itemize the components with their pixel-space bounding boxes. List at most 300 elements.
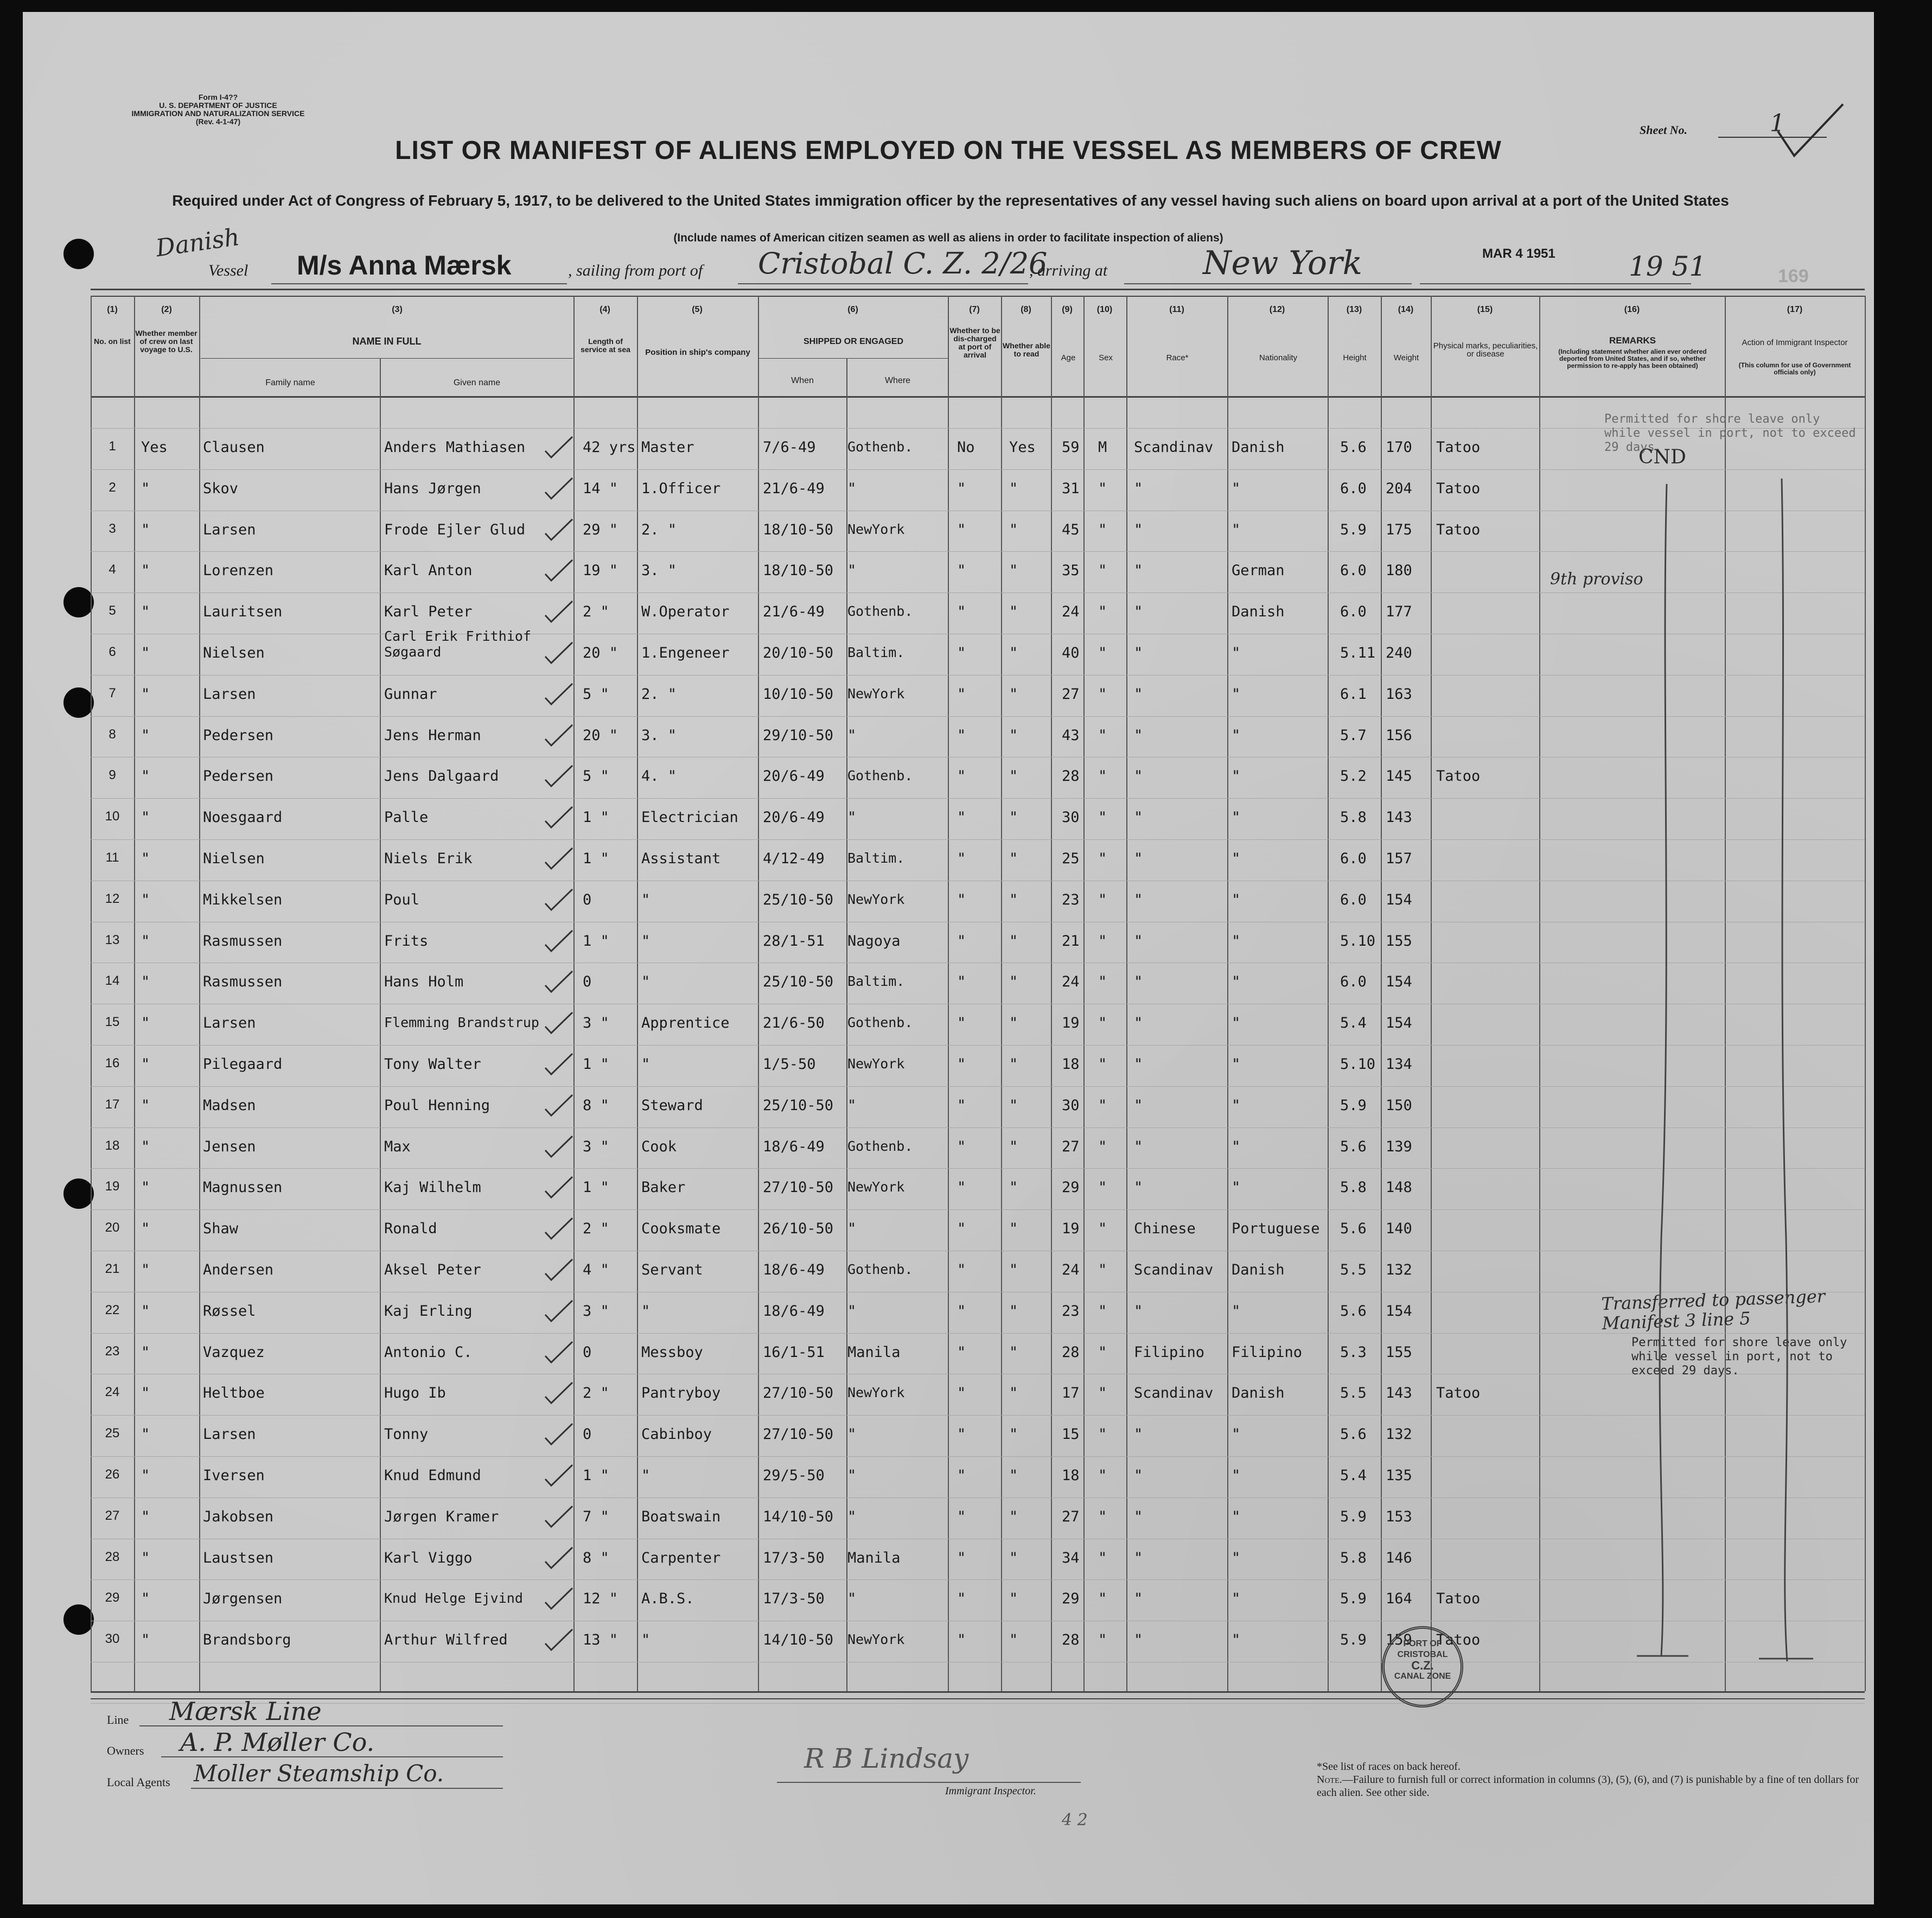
cell-given: Hans Jørgen xyxy=(384,480,481,497)
cell-marks: Tatoo xyxy=(1436,1385,1481,1402)
column-divider xyxy=(758,296,759,1691)
cell-where: Gothenb. xyxy=(847,439,913,455)
header-length-service: Length of service at sea xyxy=(581,337,630,354)
cell-where: NewYork xyxy=(847,1385,905,1401)
cell-race: " xyxy=(1134,932,1143,950)
arrival-year: 19 51 xyxy=(1629,251,1707,282)
cell-read: " xyxy=(1009,973,1018,991)
cell-height: 5.9 xyxy=(1340,1590,1367,1608)
cell-given: Tonny xyxy=(384,1426,429,1443)
cell-where: NewYork xyxy=(847,1632,905,1648)
cell-weight: 154 xyxy=(1386,1302,1412,1320)
cell-no: 23 xyxy=(105,1343,120,1359)
cell-where: " xyxy=(847,562,857,579)
cell-family: Noesgaard xyxy=(203,809,283,826)
cell-marks: Tatoo xyxy=(1436,1632,1481,1649)
vessel-underline xyxy=(271,283,567,284)
cell-weight: 159 xyxy=(1386,1632,1412,1649)
cell-height: 6.0 xyxy=(1340,850,1367,867)
header-age: Age xyxy=(1061,353,1076,362)
cell-race: " xyxy=(1134,727,1143,744)
cell-service: 8 " xyxy=(583,1097,609,1114)
footer-agents-label: Local Agents xyxy=(107,1775,170,1789)
cell-no: 5 xyxy=(109,603,116,619)
cell-sex: " xyxy=(1098,1097,1107,1114)
table-top-line xyxy=(91,289,1865,290)
cell-read: " xyxy=(1009,645,1018,661)
check-mark-icon xyxy=(543,1298,575,1326)
vessel-nationality-handwritten: Danish xyxy=(154,223,241,263)
column-number: (10) xyxy=(1096,305,1113,314)
check-mark-icon xyxy=(543,1134,575,1161)
cell-sex: " xyxy=(1098,685,1107,703)
cell-nationality: " xyxy=(1232,1302,1241,1320)
check-mark-icon xyxy=(543,805,575,832)
cell-when: 14/10-50 xyxy=(763,1508,834,1525)
cell-given: Poul Henning xyxy=(384,1097,490,1114)
note-label: Note. xyxy=(1317,1774,1342,1786)
cell-height: 6.1 xyxy=(1340,685,1367,703)
cell-read: " xyxy=(1009,521,1018,538)
penalty-note xyxy=(1317,1773,1859,1799)
cell-where: " xyxy=(847,1097,857,1114)
check-mark-icon xyxy=(543,723,575,750)
cell-height: 5.10 xyxy=(1340,932,1376,950)
cell-no: 25 xyxy=(105,1426,120,1441)
cell-race: " xyxy=(1134,1467,1143,1484)
cell-service: 42 yrs xyxy=(583,439,636,456)
cell-family: Andersen xyxy=(203,1261,274,1278)
remark-typed-bottom: Permitted for shore leave only while vessel in port, not to exceed 29 days. xyxy=(1631,1336,1847,1378)
column-divider xyxy=(134,296,135,1691)
check-mark-icon xyxy=(543,681,575,709)
cell-height: 6.0 xyxy=(1340,603,1367,621)
column-number: (8) xyxy=(1021,305,1031,314)
cell-when: 17/3-50 xyxy=(763,1590,825,1608)
cell-given: Niels Erik xyxy=(384,850,473,867)
cell-no: 2 xyxy=(109,480,116,495)
cell-family: Pedersen xyxy=(203,768,274,785)
cell-member: " xyxy=(141,521,150,538)
cell-member: " xyxy=(141,603,150,621)
cell-discharged: " xyxy=(957,1426,966,1443)
cell-read: " xyxy=(1009,1508,1018,1525)
cell-nationality: " xyxy=(1232,1179,1241,1196)
cell-race: " xyxy=(1134,521,1143,538)
cell-race: " xyxy=(1134,973,1143,991)
cell-member: Yes xyxy=(141,439,168,456)
cell-no: 15 xyxy=(105,1015,120,1030)
cell-weight: 156 xyxy=(1386,727,1412,744)
footer-line-value: Mærsk Line xyxy=(169,1697,322,1726)
cell-no: 30 xyxy=(105,1632,120,1647)
cell-member: " xyxy=(141,1302,150,1320)
cell-position: " xyxy=(641,1467,651,1484)
cell-discharged: " xyxy=(957,521,966,538)
punch-hole xyxy=(63,587,94,617)
cell-family: Nielsen xyxy=(203,645,265,661)
cell-service: 1 " xyxy=(583,1056,609,1073)
cell-sex: " xyxy=(1098,1590,1107,1608)
cell-when: 18/10-50 xyxy=(763,521,834,538)
cell-marks: Tatoo xyxy=(1436,480,1481,497)
cell-service: 14 " xyxy=(583,480,619,497)
cell-weight: 150 xyxy=(1386,1097,1412,1114)
cell-no: 26 xyxy=(105,1467,120,1482)
cell-where: Baltim. xyxy=(847,973,905,990)
cell-no: 29 xyxy=(105,1590,120,1605)
cell-no: 9 xyxy=(109,768,116,783)
cell-height: 5.6 xyxy=(1340,439,1367,456)
cell-member: " xyxy=(141,932,150,950)
cell-when: 1/5-50 xyxy=(763,1056,816,1073)
department: U. S. DEPARTMENT OF JUSTICE xyxy=(159,101,277,110)
cell-age: 23 xyxy=(1062,1302,1080,1320)
header-member-last-voyage: Whether member of crew on last voyage to U.S. xyxy=(135,329,197,354)
header-when: When xyxy=(791,376,814,385)
cell-age: 45 xyxy=(1062,521,1080,538)
arrival-date-stamp: MAR 4 1951 xyxy=(1482,246,1555,261)
cell-position: 1.Officer xyxy=(641,480,721,497)
cell-age: 28 xyxy=(1062,1632,1080,1649)
cell-given: Karl Anton xyxy=(384,562,473,579)
check-mark-icon xyxy=(543,887,575,914)
cell-race: " xyxy=(1134,1549,1143,1566)
check-mark-icon xyxy=(543,1052,575,1079)
cell-weight: 155 xyxy=(1386,1343,1412,1361)
cell-family: Lauritsen xyxy=(203,603,283,621)
cell-when: 21/6-50 xyxy=(763,1015,825,1032)
cell-marks: Tatoo xyxy=(1436,1590,1481,1608)
cell-family: Larsen xyxy=(203,1426,256,1443)
cell-given: Carl Erik Frithiof Søgaard xyxy=(384,628,531,660)
cell-where: " xyxy=(847,1426,857,1443)
table-bottom-line xyxy=(91,1691,1865,1693)
vessel-name: M/s Anna Mærsk xyxy=(297,250,512,281)
cell-family: Shaw xyxy=(203,1220,239,1238)
cell-service: 1 " xyxy=(583,1467,609,1484)
cell-position: Pantryboy xyxy=(641,1385,721,1402)
cell-read: " xyxy=(1009,891,1018,908)
cell-weight: 148 xyxy=(1386,1179,1412,1196)
cell-nationality: " xyxy=(1232,727,1241,744)
cell-height: 5.7 xyxy=(1340,727,1367,744)
cell-sex: " xyxy=(1098,1179,1107,1196)
cell-discharged: " xyxy=(957,1590,966,1608)
cell-position: Cooksmate xyxy=(641,1220,721,1238)
cell-service: 20 " xyxy=(583,645,619,661)
cell-service: 5 " xyxy=(583,685,609,703)
cell-age: 19 xyxy=(1062,1220,1080,1238)
cell-nationality: Danish xyxy=(1232,1261,1285,1278)
cell-nationality: " xyxy=(1232,1097,1241,1114)
races-note: *See list of races on back hereof. xyxy=(1317,1761,1461,1773)
cell-service: 4 " xyxy=(583,1261,609,1278)
cell-discharged: " xyxy=(957,480,966,497)
check-mark-icon xyxy=(543,476,575,503)
column-number: (5) xyxy=(692,305,703,314)
service: IMMIGRATION AND NATURALIZATION SERVICE xyxy=(131,109,305,118)
bottom-mark: 4 2 xyxy=(1062,1811,1088,1830)
cell-position: 3. " xyxy=(641,727,677,744)
cell-age: 35 xyxy=(1062,562,1080,579)
cell-where: Gothenb. xyxy=(847,1015,913,1031)
cell-read: " xyxy=(1009,1220,1018,1238)
cell-age: 27 xyxy=(1062,1138,1080,1155)
cell-height: 5.3 xyxy=(1340,1343,1367,1361)
cell-member: " xyxy=(141,1138,150,1155)
cell-given: Kaj Erling xyxy=(384,1302,473,1320)
sailing-underline xyxy=(738,283,1028,284)
cell-when: 20/10-50 xyxy=(763,645,834,661)
cell-discharged: " xyxy=(957,1261,966,1278)
cell-weight: 135 xyxy=(1386,1467,1412,1484)
check-mark-icon xyxy=(543,599,575,626)
cell-member: " xyxy=(141,1549,150,1566)
column-number: (11) xyxy=(1169,305,1184,314)
cell-age: 24 xyxy=(1062,973,1080,991)
check-mark-icon xyxy=(543,928,575,955)
cell-no: 6 xyxy=(109,645,116,659)
cell-member: " xyxy=(141,1343,150,1361)
check-mark-icon xyxy=(543,1463,575,1490)
cell-where: " xyxy=(847,809,857,826)
cell-age: 28 xyxy=(1062,1343,1080,1361)
cell-given: Antonio C. xyxy=(384,1343,473,1361)
cell-race: " xyxy=(1134,1097,1143,1114)
remark-bracket-lines xyxy=(1591,479,1851,1664)
cell-height: 5.11 xyxy=(1340,645,1376,661)
cell-sex: " xyxy=(1098,1261,1107,1278)
cell-no: 13 xyxy=(105,932,120,947)
column-divider xyxy=(1381,296,1382,1691)
cell-height: 6.0 xyxy=(1340,891,1367,908)
cell-height: 5.6 xyxy=(1340,1220,1367,1238)
cell-member: " xyxy=(141,1056,150,1073)
cell-no: 21 xyxy=(105,1261,120,1276)
cell-sex: " xyxy=(1098,1220,1107,1238)
cell-nationality: " xyxy=(1232,1508,1241,1525)
cell-given: Aksel Peter xyxy=(384,1261,481,1278)
seal-line-2: CRISTOBAL xyxy=(1397,1650,1448,1659)
cell-given: Jens Dalgaard xyxy=(384,768,499,785)
cell-position: Cabinboy xyxy=(641,1426,712,1443)
header-height: Height xyxy=(1343,353,1367,362)
column-divider xyxy=(1051,296,1052,1691)
cell-sex: " xyxy=(1098,1343,1107,1361)
seal-line-3: C.Z. xyxy=(1411,1659,1434,1672)
cell-when: 20/6-49 xyxy=(763,809,825,826)
cell-no: 3 xyxy=(109,521,116,536)
column-number: (1) xyxy=(107,305,118,314)
cell-given: Hans Holm xyxy=(384,973,464,991)
cell-weight: 154 xyxy=(1386,1015,1412,1032)
cell-race: " xyxy=(1134,809,1143,826)
cell-sex: " xyxy=(1098,645,1107,661)
cell-position: Servant xyxy=(641,1261,703,1278)
cell-member: " xyxy=(141,480,150,497)
inspector-signature-line xyxy=(777,1782,1081,1783)
cell-read: " xyxy=(1009,809,1018,826)
header-action-sub: (This column for use of Government officials only) xyxy=(1738,361,1851,376)
cell-where: Gothenb. xyxy=(847,1138,913,1154)
cell-read: " xyxy=(1009,1343,1018,1361)
cell-family: Mikkelsen xyxy=(203,891,283,908)
cell-discharged: " xyxy=(957,1343,966,1361)
cell-height: 5.8 xyxy=(1340,809,1367,826)
cell-discharged: " xyxy=(957,562,966,579)
cell-service: 3 " xyxy=(583,1015,609,1032)
cell-weight: 154 xyxy=(1386,973,1412,991)
vessel-label: Vessel xyxy=(208,262,248,279)
cell-member: " xyxy=(141,1426,150,1443)
cell-sex: " xyxy=(1098,1467,1107,1484)
cell-sex: " xyxy=(1098,850,1107,867)
column-number: (4) xyxy=(600,305,610,314)
cell-race: Chinese xyxy=(1134,1220,1196,1238)
cell-where: Nagoya xyxy=(847,932,901,950)
shipped-subheader-line xyxy=(759,358,948,359)
include-note: (Include names of American citizen seamen as well as aliens in order to facilitate inspection of aliens) xyxy=(673,232,1223,244)
cell-age: 19 xyxy=(1062,1015,1080,1032)
revision: (Rev. 4-1-47) xyxy=(195,117,241,126)
cell-nationality: " xyxy=(1232,973,1241,991)
cell-family: Brandsborg xyxy=(203,1632,291,1649)
cell-where: " xyxy=(847,1590,857,1608)
cell-race: " xyxy=(1134,850,1143,867)
check-mark-icon xyxy=(543,558,575,585)
cell-weight: 240 xyxy=(1386,645,1412,661)
cell-discharged: " xyxy=(957,932,966,950)
cell-age: 25 xyxy=(1062,850,1080,867)
column-divider xyxy=(1001,296,1002,1691)
cell-nationality: " xyxy=(1232,1015,1241,1032)
sheet-no-value: 1 xyxy=(1770,110,1785,137)
cell-position: " xyxy=(641,1302,651,1320)
cell-weight: 204 xyxy=(1386,480,1412,497)
cell-when: 25/10-50 xyxy=(763,1097,834,1114)
cell-height: 6.0 xyxy=(1340,973,1367,991)
cell-service: 5 " xyxy=(583,768,609,785)
cell-race: " xyxy=(1134,562,1143,579)
cell-nationality: " xyxy=(1232,685,1241,703)
cell-position: " xyxy=(641,1056,651,1073)
cell-service: 0 xyxy=(583,1343,592,1361)
cell-nationality: " xyxy=(1232,850,1241,867)
column-divider xyxy=(1539,296,1540,1691)
cell-member: " xyxy=(141,768,150,785)
cell-when: 18/6-49 xyxy=(763,1138,825,1155)
cell-read: " xyxy=(1009,562,1018,579)
cell-sex: " xyxy=(1098,891,1107,908)
cell-weight: 177 xyxy=(1386,603,1412,621)
header-physical-marks: Physical marks, peculiarities, or disease xyxy=(1433,341,1538,359)
footer-agents-underline xyxy=(191,1788,503,1789)
check-mark-icon xyxy=(543,517,575,544)
cell-race: " xyxy=(1134,891,1143,908)
cell-nationality: " xyxy=(1232,1056,1241,1073)
column-number: (13) xyxy=(1346,305,1362,314)
cell-when: 29/10-50 xyxy=(763,727,834,744)
cell-given: Anders Mathiasen xyxy=(384,439,526,456)
cell-height: 5.8 xyxy=(1340,1179,1367,1196)
cell-given: Poul xyxy=(384,891,420,908)
cell-race: " xyxy=(1134,1302,1143,1320)
column-divider xyxy=(91,296,92,1691)
cell-family: Clausen xyxy=(203,439,265,456)
remark-hand-cnd: CND xyxy=(1638,446,1686,468)
ruled-line xyxy=(91,469,1865,470)
cell-position: Apprentice xyxy=(641,1015,730,1032)
cell-nationality: " xyxy=(1232,1138,1241,1155)
cell-no: 24 xyxy=(105,1385,120,1400)
column-divider xyxy=(1083,296,1085,1691)
cell-family: Lorenzen xyxy=(203,562,274,579)
cell-height: 5.2 xyxy=(1340,768,1367,785)
check-mark-icon xyxy=(543,1257,575,1284)
cell-discharged: " xyxy=(957,1632,966,1649)
check-mark-icon xyxy=(543,969,575,996)
cell-read: " xyxy=(1009,1549,1018,1566)
cell-weight: 157 xyxy=(1386,850,1412,867)
cell-weight: 163 xyxy=(1386,685,1412,703)
port-seal-stamp xyxy=(1382,1626,1463,1707)
cell-discharged: " xyxy=(957,685,966,703)
cell-no: 4 xyxy=(109,562,116,577)
cell-age: 17 xyxy=(1062,1385,1080,1402)
column-divider xyxy=(1865,296,1866,1691)
cell-when: 17/3-50 xyxy=(763,1549,825,1566)
cell-race: " xyxy=(1134,1590,1143,1608)
cell-given: Frode Ejler Glud xyxy=(384,521,526,538)
cell-position: 4. " xyxy=(641,768,677,785)
document-title: LIST OR MANIFEST OF ALIENS EMPLOYED ON THE VESSEL AS MEMBERS OF CREW xyxy=(395,136,1502,165)
cell-no: 11 xyxy=(105,850,119,865)
cell-discharged: " xyxy=(957,1138,966,1155)
cell-given: Jørgen Kramer xyxy=(384,1508,499,1525)
cell-service: 12 " xyxy=(583,1590,619,1608)
form-number: Form I-4?? xyxy=(198,93,238,101)
sheet-no-label: Sheet No. xyxy=(1640,123,1687,137)
column-divider xyxy=(1227,296,1228,1691)
cell-service: 20 " xyxy=(583,727,619,744)
cell-position: 1.Engeneer xyxy=(641,645,730,661)
column-number: (17) xyxy=(1787,305,1803,314)
cell-read: " xyxy=(1009,1015,1018,1032)
cell-when: 10/10-50 xyxy=(763,685,834,703)
cell-service: 1 " xyxy=(583,932,609,950)
cell-where: Gothenb. xyxy=(847,1261,913,1277)
cell-sex: " xyxy=(1098,1385,1107,1402)
cell-weight: 153 xyxy=(1386,1508,1412,1525)
cell-member: " xyxy=(141,1220,150,1238)
ruled-line xyxy=(91,428,1865,429)
column-number: (9) xyxy=(1062,305,1073,314)
cell-discharged: " xyxy=(957,1056,966,1073)
cell-no: 1 xyxy=(109,439,116,454)
cell-where: " xyxy=(847,1302,857,1320)
cell-race: " xyxy=(1134,1056,1143,1073)
date-underline xyxy=(1420,283,1691,284)
cell-age: 29 xyxy=(1062,1179,1080,1196)
cell-position: 2. " xyxy=(641,685,677,703)
cell-where: NewYork xyxy=(847,685,905,702)
cell-no: 27 xyxy=(105,1508,120,1523)
column-number: (16) xyxy=(1624,305,1640,314)
cell-nationality: " xyxy=(1232,809,1241,826)
manifest-sheet xyxy=(23,12,1874,1904)
inspector-label: Immigrant Inspector. xyxy=(945,1785,1036,1797)
